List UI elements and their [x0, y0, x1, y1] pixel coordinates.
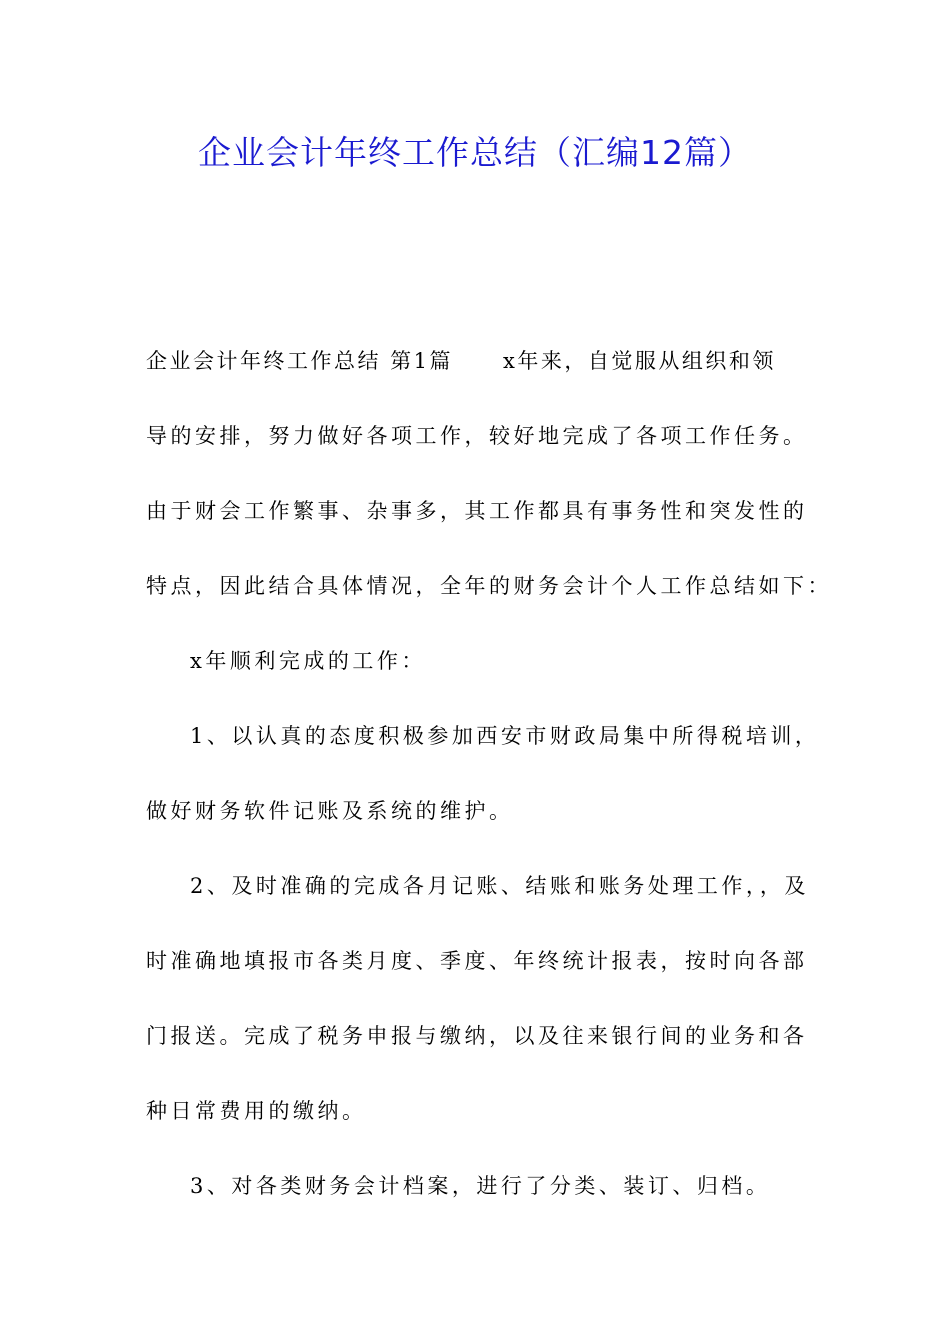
- list-item-3: 3、对各类财务会计档案，进行了分类、装订、归档。: [190, 1174, 771, 1198]
- paragraph-line-1: [146, 345, 776, 375]
- document-title: 企业会计年终工作总结（汇编12篇）: [198, 133, 752, 172]
- paragraph-line-2: 导的安排，努力做好各项工作，较好地完成了各项工作任务。: [146, 424, 808, 448]
- list-item-2-line-1: 2、及时准确的完成各月记账、结账和账务处理工作，，及: [190, 874, 809, 898]
- paragraph-line-4: 特点，因此结合具体情况，全年的财务会计个人工作总结如下：: [146, 574, 832, 598]
- subheading-completed-work: x年顺利完成的工作：: [190, 649, 426, 673]
- list-item-1-line-1: 1、以认真的态度积极参加西安市财政局集中所得税培训，: [190, 724, 820, 748]
- list-item-2-line-4: 种日常费用的缴纳。: [146, 1099, 367, 1123]
- paragraph-line-3: 由于财会工作繁事、杂事多，其工作都具有事务性和突发性的: [146, 499, 808, 523]
- list-item-1-line-2: 做好财务软件记账及系统的维护。: [146, 799, 514, 823]
- list-item-2-line-3: 门报送。完成了税务申报与缴纳，以及往来银行间的业务和各: [146, 1024, 808, 1048]
- section-heading: 企业会计年终工作总结 第1篇: [146, 349, 454, 373]
- intro-text: x年来，自觉服从组织和领: [503, 349, 776, 373]
- list-item-2-line-2: 时准确地填报市各类月度、季度、年终统计报表，按时向各部: [146, 949, 808, 973]
